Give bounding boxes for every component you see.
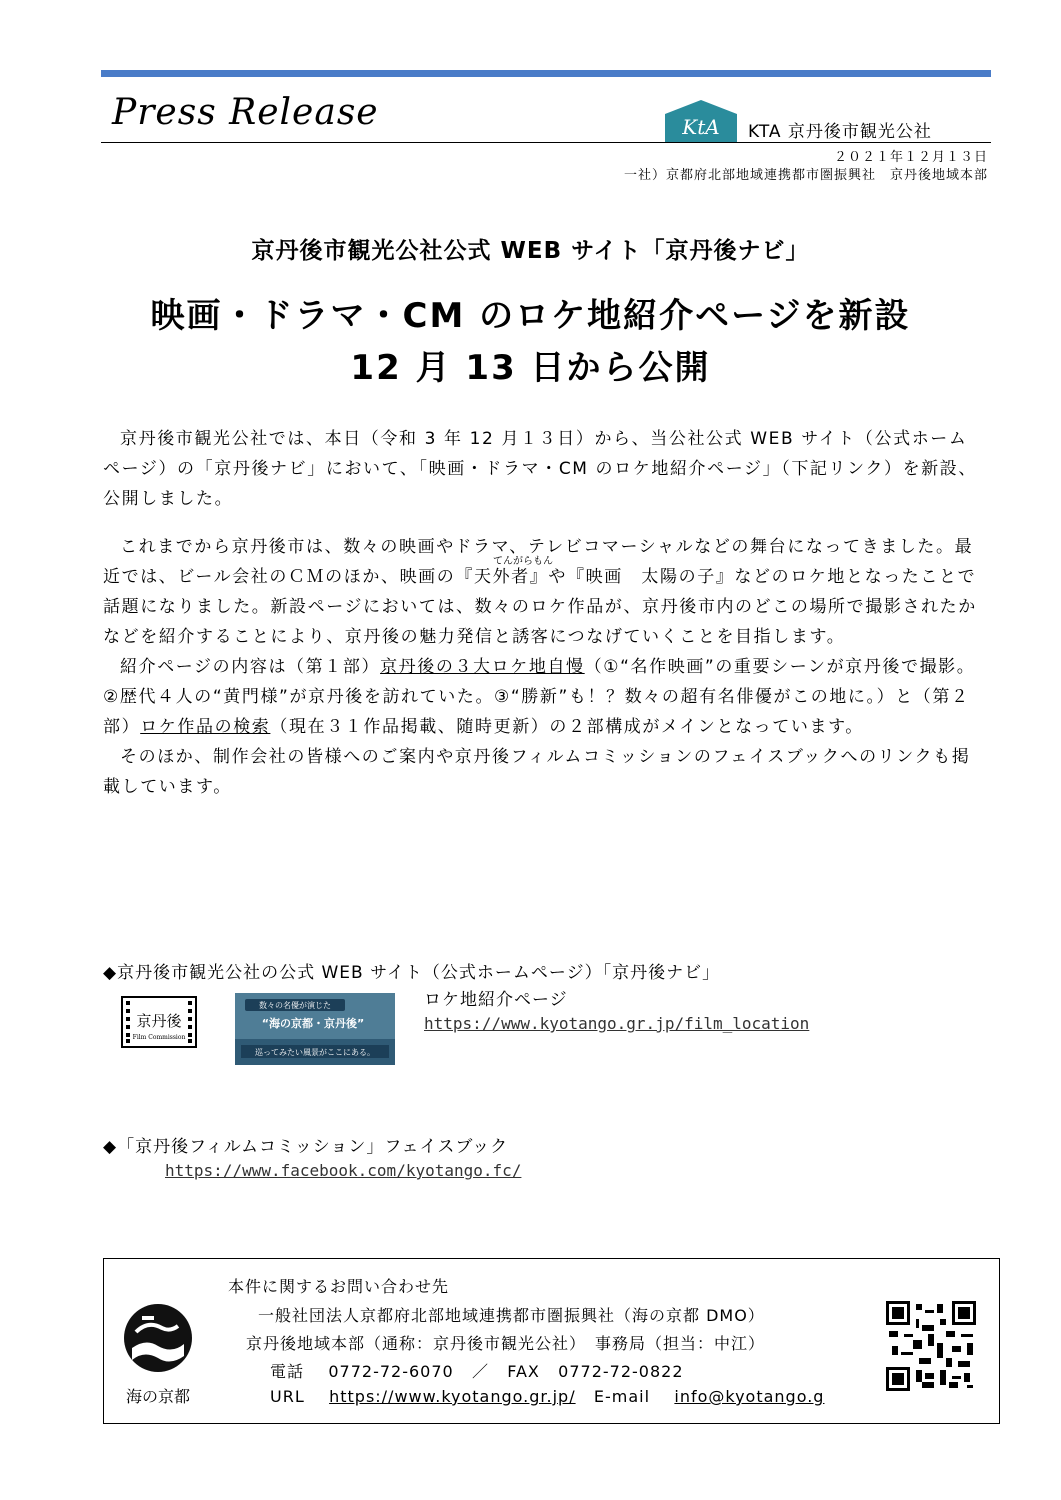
url-label: URL — [270, 1387, 305, 1406]
link-top3-locations[interactable]: 京丹後の３大ロケ地自慢 — [380, 657, 585, 677]
svg-text:KtA: KtA — [682, 115, 720, 139]
fax-number: 0772-72-0822 — [558, 1362, 684, 1381]
svg-text:Film Commission: Film Commission — [132, 1034, 186, 1041]
phone-number: 0772-72-6070 — [328, 1362, 454, 1381]
contact-web-row — [270, 1387, 922, 1406]
contact-email-link[interactable]: info@kyotango.g — [674, 1387, 825, 1406]
contact-org: 一般社団法人京都府北部地域連携都市圏振興社（海の京都 DMO） — [258, 1306, 765, 1325]
contact-title: 本件に関するお問い合わせ先 — [228, 1277, 450, 1296]
contact-phone-row — [270, 1359, 684, 1382]
ruby-reading: てんがらもん — [492, 556, 553, 567]
body-text — [103, 424, 983, 802]
organization-name: KTA 京丹後市観光公社 — [748, 122, 932, 142]
contact-department: 京丹後地域本部（通称：京丹後市観光公社） 事務局（担当：中江） — [246, 1334, 766, 1353]
location-page-link[interactable]: https://www.kyotango.gr.jp/film_location — [424, 1014, 810, 1033]
svg-text:巡ってみたい風景がここにある。: 巡ってみたい風景がここにある。 — [255, 1048, 375, 1057]
paragraph-3: 紹介ページの内容は（第１部）京丹後の３大ロケ地自慢（①“名作映画”の重要シーンが京丹後で撮影。②歴代４人の“黄門様”が京丹後を訪れていた。③“勝新”も！？数々の超有名俳優がこの地に。）と（第２部）ロケ作品の検索（現在３１作品掲載、随時更新）の２部構成がメインとなっています。 — [103, 657, 976, 737]
section-website-heading: ◆京丹後市観光公社の公式 WEB サイト（公式ホームページ）「京丹後ナビ」 — [103, 963, 721, 983]
kta-logo — [665, 100, 737, 142]
phone-label: 電話 — [270, 1362, 305, 1381]
fax-label: FAX — [507, 1362, 540, 1381]
release-date: ２０２１年１２月１３日 — [833, 150, 988, 165]
headline-line-2: 12 月 13 日から公開 — [350, 348, 711, 388]
ruby-word: 天外者 てんがらもん — [474, 567, 530, 587]
location-page-label: ロケ地紹介ページ — [424, 990, 568, 1010]
svg-text:海の京都: 海の京都 — [125, 1387, 191, 1406]
facebook-link[interactable]: https://www.facebook.com/kyotango.fc/ — [165, 1161, 522, 1180]
press-release-title: Press Release — [112, 92, 379, 133]
film-location-banner[interactable] — [235, 993, 395, 1065]
film-commission-logo — [121, 996, 197, 1048]
issuing-department: 一社）京都府北部地域連携都市圏振興社 京丹後地域本部 — [623, 168, 988, 183]
separator: ／ — [471, 1362, 489, 1381]
headline-line-1: 映画・ドラマ・CM のロケ地紹介ページを新設 — [150, 296, 911, 336]
link-location-search[interactable]: ロケ作品の検索 — [140, 717, 271, 737]
subheading: 京丹後市観光公社公式 WEB サイト「京丹後ナビ」 — [251, 238, 810, 264]
svg-text:数々の名優が演じた: 数々の名優が演じた — [259, 1001, 331, 1010]
svg-text:京丹後: 京丹後 — [136, 1012, 182, 1030]
contact-website-link[interactable]: https://www.kyotango.gr.jp/ — [329, 1387, 576, 1406]
header-accent-bar — [101, 70, 991, 77]
svg-text:“海の京都・京丹後”: “海の京都・京丹後” — [261, 1017, 365, 1030]
header-divider — [101, 142, 991, 143]
section-facebook-heading: ◆「京丹後フィルムコミッション」フェイスブック — [103, 1137, 509, 1157]
paragraph-2: これまでから京丹後市は、数々の映画やドラマ、テレビコマーシャルなどの舞台になってきました。最近では、ビール会社のＣＭのほか、映画の『天外者 てんがらもん 』や『映画 太陽の子』などのロケ地となったことで話題になりました。新設ページにおいては、数々のロケ作品が、京丹後市内のどこの場所で撮影されたかなどを紹介することにより、京丹後の魅力発信と誘客につなげていくことを目指します。 — [103, 537, 977, 647]
email-label: E-mail — [593, 1387, 651, 1406]
paragraph-1: 京丹後市観光公社では、本日（令和 3 年 12 月１３日）から、当公社公式 WEB サイト（公式ホームページ）の「京丹後ナビ」において、「映画・ドラマ・CM のロケ地紹介ページ」（下記リンク）を新設、公開しました。 — [103, 429, 977, 509]
qr-code[interactable] — [886, 1301, 976, 1391]
umi-no-kyoto-logo — [118, 1300, 198, 1410]
paragraph-4: そのほか、制作会社の皆様へのご案内や京丹後フィルムコミッションのフェイスブックへのリンクも掲載しています。 — [103, 747, 971, 797]
